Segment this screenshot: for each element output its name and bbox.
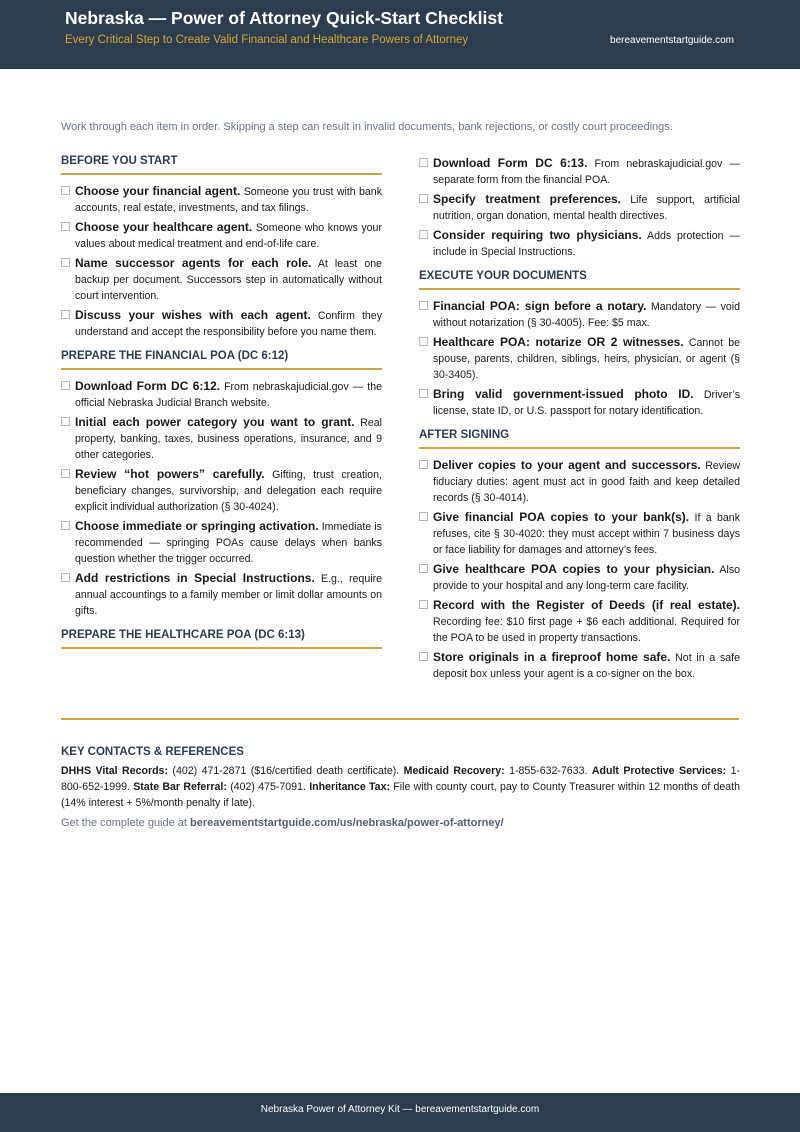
checklist-item [419,649,740,682]
item-lead: Consider requiring two physicians. [433,228,642,242]
left-column [61,155,382,659]
item-description: Confirm they understand and accept the responsibility before you name them. [75,310,382,338]
section-continued [419,155,740,260]
section-before-you-start [61,155,382,340]
contact-value: File with county court, pay to County Treasurer within 12 months of death (14% interest + 5%/month penalty if late). [61,781,740,809]
item-description: Life support, artificial nutrition, organ donation, mental health directives. [433,194,740,222]
section-execute-your-documents [419,270,740,419]
item-lead: Give financial POA copies to your bank(s). [433,510,690,524]
checklist-item [419,334,740,383]
item-lead: Initial each power category you want to grant. [75,415,355,429]
contact-value: 1-800-652-1999. [61,765,740,793]
checkbox-icon[interactable] [419,512,428,521]
item-description: Mandatory — void without notarization (§ 30-4005). Fee: $5 max. [433,301,740,329]
checkbox-icon[interactable] [61,521,70,530]
checklist-item [61,378,382,411]
contact-label: State Bar Referral: [133,781,227,793]
contact-label: Medicaid Recovery: [403,765,505,777]
page-header [0,0,800,69]
checkbox-icon[interactable] [61,573,70,582]
item-description: Someone who knows your values about medical treatment and end-of-life care. [75,222,382,250]
item-lead: Store originals in a fireproof home safe. [433,650,671,664]
item-description: Adds protection — include in Special Instructions. [433,230,740,258]
section-rule [61,368,382,370]
section-prepare-the-financial-poa-dc-6-12 [61,350,382,619]
checklist-item [419,597,740,646]
contact-value: (402) 471-2871 ($16/certified death certificate). [172,765,400,777]
section-rule [419,288,740,290]
checklist-item [419,227,740,260]
section-prepare-the-healthcare-poa-dc-6-13 [61,629,382,649]
checklist-item [419,386,740,419]
item-description: If a bank refuses, cite § 30-4020: they must accept within 7 business days or face liability for damages and attorney’s fees. [433,512,740,556]
section-title: PREPARE THE FINANCIAL POA (DC 6:12) [61,350,289,362]
item-lead: Healthcare POA: notarize OR 2 witnesses. [433,335,684,349]
checklist-item [61,255,382,304]
checklist-item [61,518,382,567]
guide-line [61,817,740,829]
checkbox-icon[interactable] [419,600,428,609]
contacts-title: KEY CONTACTS & REFERENCES [61,746,244,758]
checklist-item [61,414,382,463]
section-divider [61,718,739,720]
contacts-body [61,763,740,811]
section-after-signing [419,429,740,682]
checkbox-icon[interactable] [61,222,70,231]
item-lead: Deliver copies to your agent and successors. [433,458,701,472]
checkbox-icon[interactable] [419,564,428,573]
item-lead: Record with the Register of Deeds (if real estate). [433,598,740,612]
item-lead: Review “hot powers” carefully. [75,467,265,481]
intro-text: Work through each item in order. Skipping a step can result in invalid documents, bank rejections, or costly court proceedings. [61,121,673,133]
contact-label: Inheritance Tax: [309,781,390,793]
contact-value: 1-855-632-7633. [509,765,588,777]
checkbox-icon[interactable] [61,258,70,267]
item-description: Someone you trust with bank accounts, real estate, investments, and tax filings. [75,186,382,214]
checklist-item [419,509,740,558]
item-lead: Add restrictions in Special Instructions. [75,571,315,585]
item-lead: Download Form DC 6:13. [433,156,588,170]
checkbox-icon[interactable] [61,417,70,426]
item-description: Real property, banking, taxes, business operations, insurance, and 9 other categories. [75,417,382,461]
checkbox-icon[interactable] [419,652,428,661]
item-description: Not in a safe deposit box unless your agent is a co-signer on the box. [433,652,740,680]
checklist-item [61,466,382,515]
item-lead: Choose immediate or springing activation. [75,519,319,533]
section-title: AFTER SIGNING [419,429,510,441]
item-lead: Choose your financial agent. [75,184,241,198]
checkbox-icon[interactable] [419,301,428,310]
item-lead: Name successor agents for each role. [75,256,312,270]
checkbox-icon[interactable] [419,230,428,239]
checklist-item [61,570,382,619]
section-title: PREPARE THE HEALTHCARE POA (DC 6:13) [61,629,305,641]
header-site-link[interactable]: bereavementstartguide.com [610,35,734,46]
checkbox-icon[interactable] [61,310,70,319]
checkbox-icon[interactable] [419,158,428,167]
item-lead: Bring valid government-issued photo ID. [433,387,694,401]
checkbox-icon[interactable] [419,194,428,203]
section-title: EXECUTE YOUR DOCUMENTS [419,270,587,282]
item-lead: Download Form DC 6:12. [75,379,221,393]
item-lead: Financial POA: sign before a notary. [433,299,647,313]
checklist-item [61,183,382,216]
checklist-item [419,191,740,224]
checkbox-icon[interactable] [419,337,428,346]
page-subtitle: Every Critical Step to Create Valid Financial and Healthcare Powers of Attorney [65,34,469,46]
guide-prefix: Get the complete guide at [61,817,187,829]
checkbox-icon[interactable] [61,381,70,390]
item-lead: Specify treatment preferences. [433,192,621,206]
item-description: From nebraskajudicial.gov — separate form from the financial POA. [433,158,740,186]
item-lead: Give healthcare POA copies to your physician. [433,562,715,576]
section-title: BEFORE YOU START [61,155,178,167]
item-description: Cannot be spouse, parents, children, siblings, heirs, physician, or agent (§ 30-3405). [433,337,740,381]
checkbox-icon[interactable] [419,460,428,469]
item-description: Immediate is recommended — springing POAs cause delays when banks question whether the trigger occurred. [75,521,382,565]
item-description: Also provide to your hospital and any long-term care facility. [433,564,741,592]
checkbox-icon[interactable] [61,186,70,195]
checklist-item [419,561,740,594]
contact-label: DHHS Vital Records: [61,765,168,777]
section-rule [419,447,740,449]
item-description: E.g., require annual accountings to a family member or limit dollar amounts on gifts. [75,573,382,617]
section-rule [61,173,382,175]
page-footer: Nebraska Power of Attorney Kit — bereavementstartguide.com [0,1093,800,1132]
right-column [419,155,740,692]
item-description: Driver’s license, state ID, or U.S. passport for notary identification. [433,389,740,417]
item-lead: Discuss your wishes with each agent. [75,308,311,322]
item-lead: Choose your healthcare agent. [75,220,253,234]
page-title: Nebraska — Power of Attorney Quick-Start Checklist [65,8,503,28]
checkbox-icon[interactable] [419,389,428,398]
contact-value: (402) 475-7091. [230,781,306,793]
item-description: At least one backup per document. Successors step in automatically without court intervention. [75,258,383,302]
checkbox-icon[interactable] [61,469,70,478]
checklist-item [419,457,740,506]
section-rule [61,647,382,649]
checklist-item [419,155,740,188]
item-description: Review fiduciary duties: agent must act in good faith and keep detailed records (§ 30-4014). [433,460,740,504]
item-description: Recording fee: $10 first page + $6 each additional. Required for the POA to be used in property transactions. [433,616,740,644]
item-description: From nebraskajudicial.gov — the official Nebraska Judicial Branch website. [75,381,382,409]
item-description: Gifting, trust creation, beneficiary changes, survivorship, and delegation each require explicit individual authorization (§ 30-4024). [75,469,382,513]
key-contacts [61,746,740,829]
checklist-item [61,307,382,340]
guide-link[interactable]: bereavementstartguide.com/us/nebraska/power-of-attorney/ [190,817,504,829]
contact-label: Adult Protective Services: [591,765,727,777]
checklist-item [61,219,382,252]
checklist-item [419,298,740,331]
